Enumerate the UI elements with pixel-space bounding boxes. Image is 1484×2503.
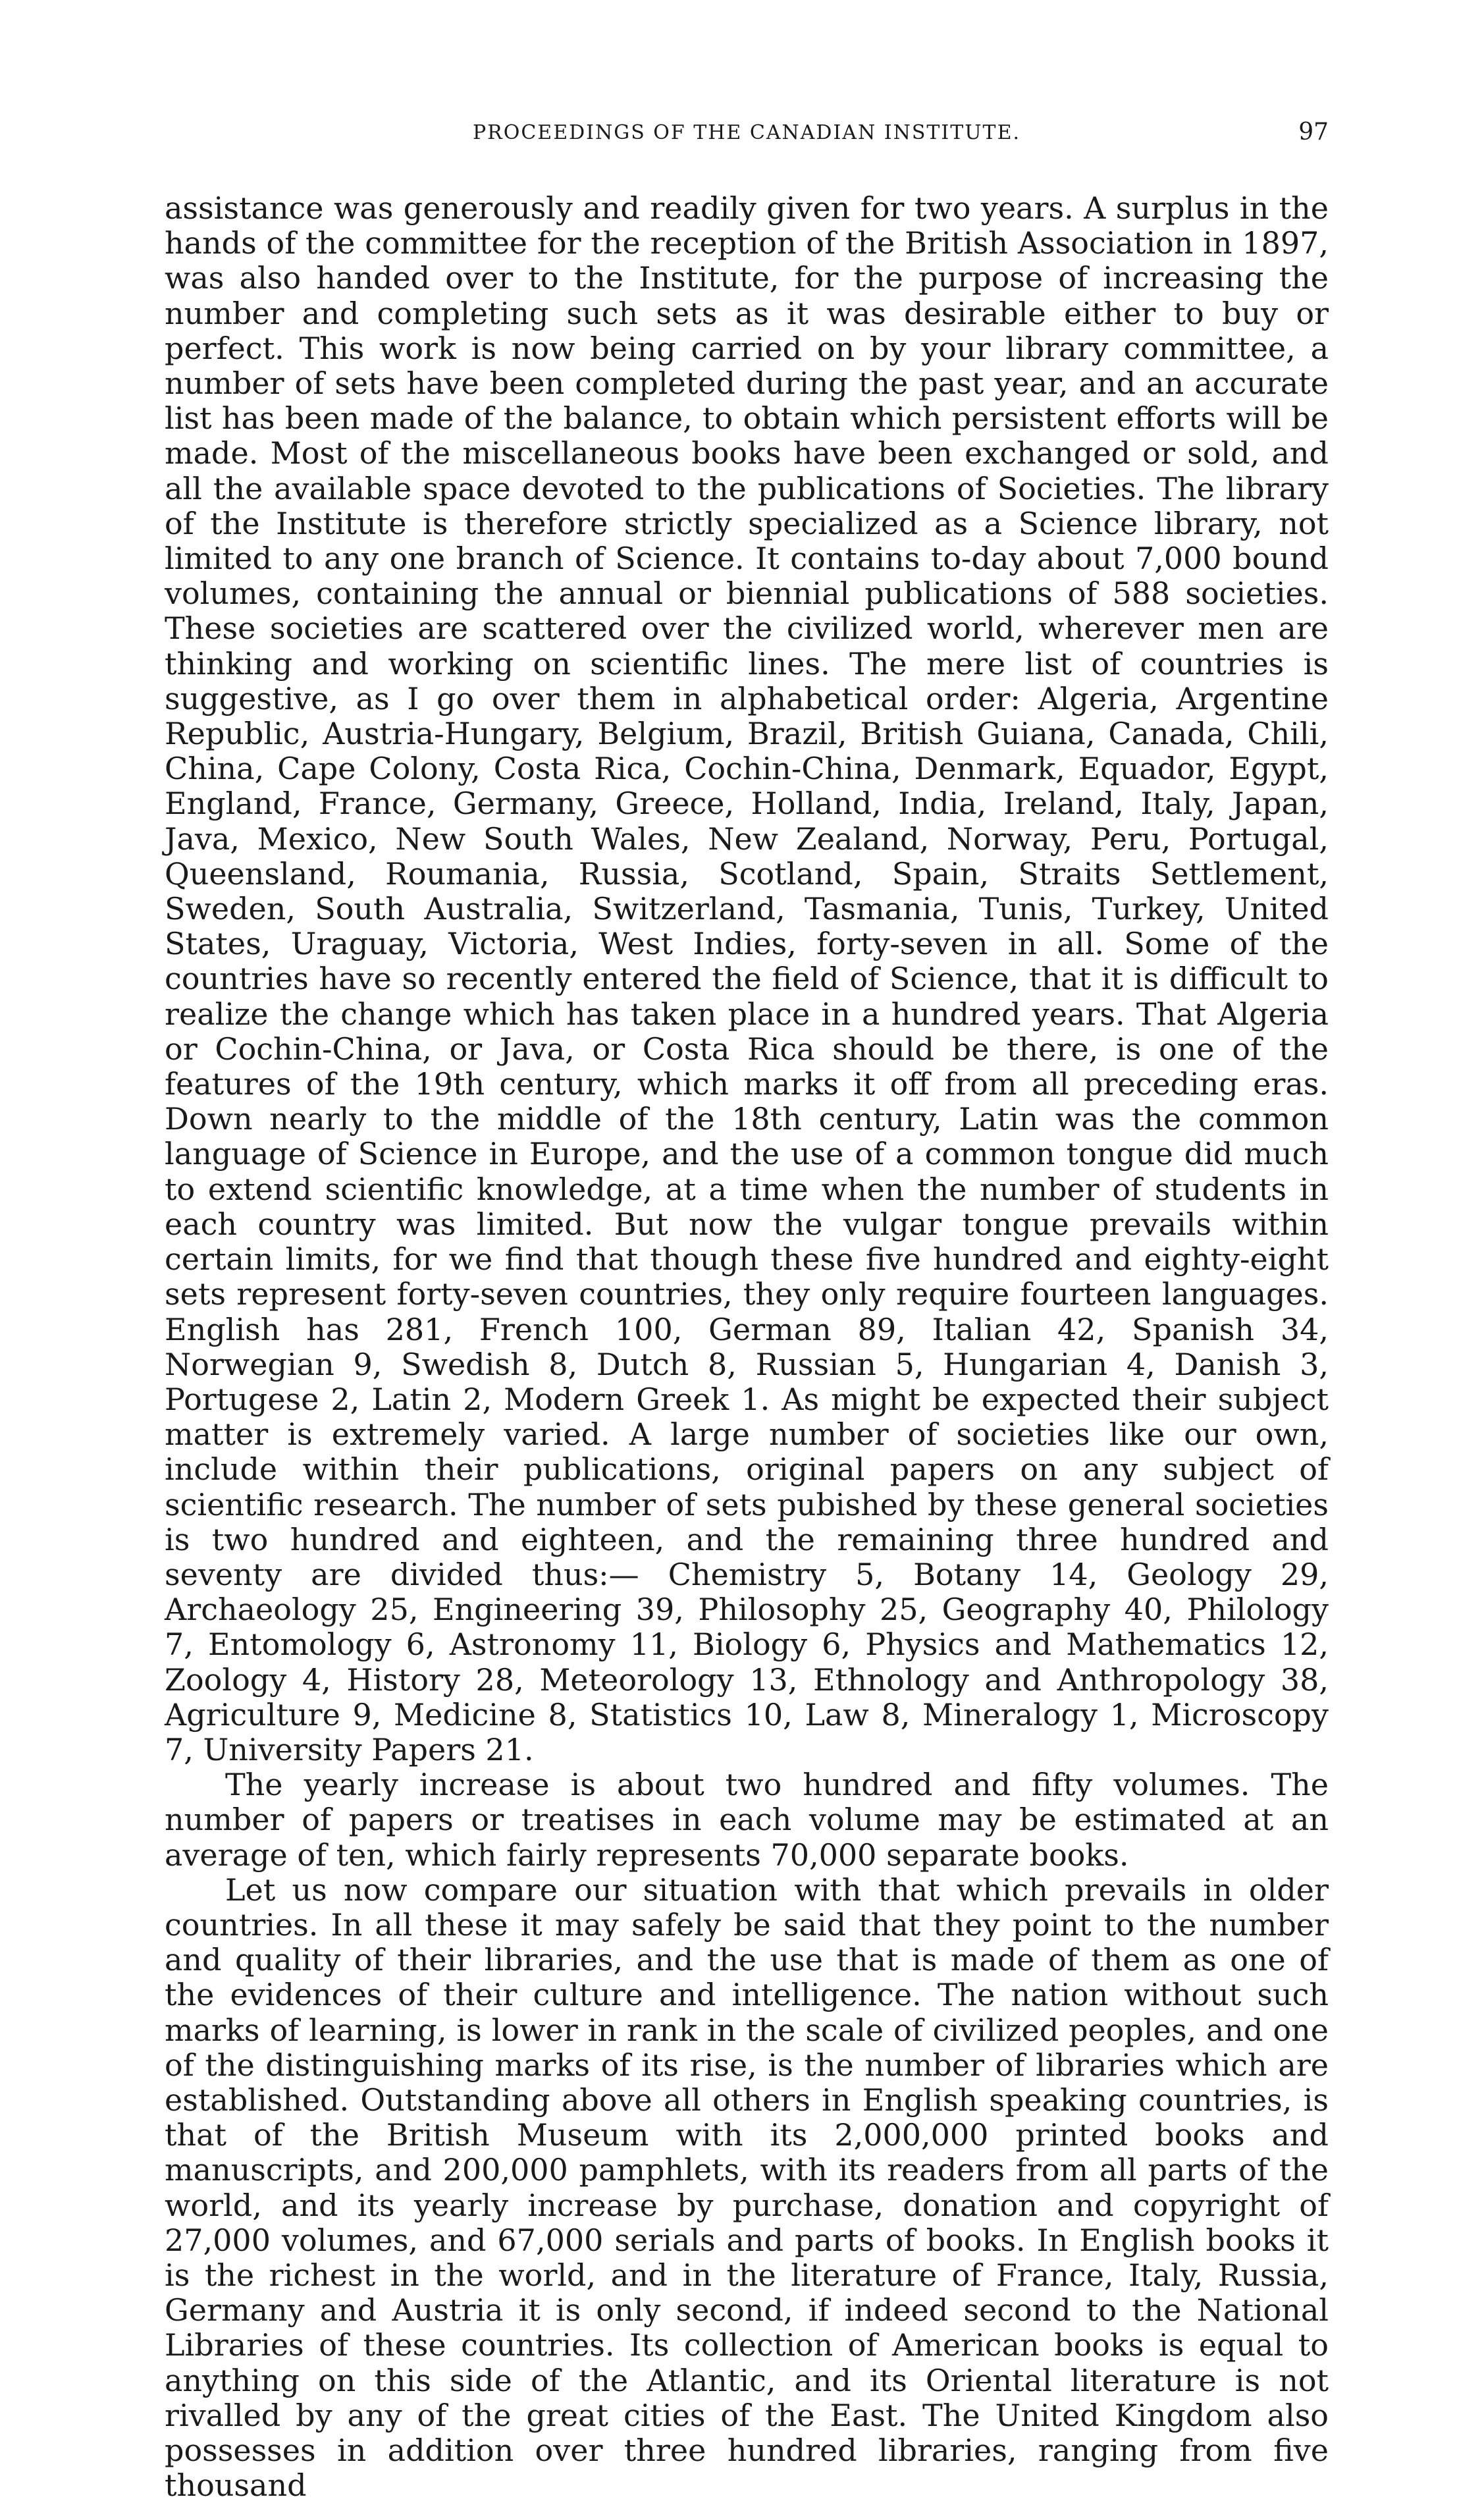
document-page — [165, 119, 1329, 2503]
body-text — [165, 191, 1329, 2503]
running-head — [165, 119, 1329, 158]
running-title: PROCEEDINGS OF THE CANADIAN INSTITUTE. — [472, 121, 1021, 144]
paragraph: assistance was generously and readily given for two years. A surplus in the hands of the committee for the reception of the British Association in 1897, was also handed over to the Institute, for the purpose of increasing the number and completing such sets as it was desirable either to buy or perfect. This work is now being carried on by your library committee, a number of sets have been completed during the past year, and an accurate list has been made of the balance, to obtain which persistent efforts will be made. Most of the miscellaneous books have been exchanged or sold, and all the available space devoted to the publications of Societies. The library of the Institute is therefore strictly specialized as a Science library, not limited to any one branch of Science. It contains to-day about 7,000 bound volumes, containing the annual or biennial publications of 588 societies. These societies are scattered over the civilized world, wherever men are thinking and working on scientific lines. The mere list of countries is suggestive, as I go over them in alphabetical order: Algeria, Argentine Republic, Austria-Hungary, Belgium, Brazil, British Guiana, Canada, Chili, China, Cape Colony, Costa Rica, Cochin-China, Denmark, Equador, Egypt, England, France, Germany, Greece, Holland, India, Ireland, Italy, Japan, Java, Mexico, New South Wales, New Zealand, Norway, Peru, Portugal, Queensland, Roumania, Russia, Scotland, Spain, Straits Settlement, Sweden, South Australia, Switzerland, Tasmania, Tunis, Turkey, United States, Uraguay, Victoria, West Indies, forty-seven in all. Some of the countries have so recently entered the field of Science, that it is difficult to realize the change which has taken place in a hundred years. That Algeria or Cochin-China, or Java, or Costa Rica should be there, is one of the features of the 19th century, which marks it off from all preceding eras. Down nearly to the middle of the 18th century, Latin was the common language of Science in Europe, and the use of a common tongue did much to extend scientific knowledge, at a time when the number of students in each country was limited. But now the vulgar tongue prevails within certain limits, for we find that though these five hundred and eighty-eight sets represent forty-seven countries, they only require fourteen languages. English has 281, French 100, German 89, Italian 42, Spanish 34, Norwegian 9, Swedish 8, Dutch 8, Russian 5, Hungarian 4, Danish 3, Portugese 2, Latin 2, Modern Greek 1. As might be expected their subject matter is extremely varied. A large number of societies like our own, include within their publications, original papers on any subject of scientific research. The number of sets pubished by these general societies is two hundred and eighteen, and the remaining three hundred and seventy are divided thus:— Chemistry 5, Botany 14, Geology 29, Archaeology 25, Engineering 39, Philosophy 25, Geography 40, Philology 7, Entomology 6, Astronomy 11, Biology 6, Physics and Mathematics 12, Zoology 4, History 28, Meteorology 13, Ethnology and Anthropology 38, Agriculture 9, Medicine 8, Statistics 10, Law 8, Mineralogy 1, Microscopy 7, University Papers 21. — [165, 190, 1329, 1767]
paragraph: Let us now compare our situation with that which prevails in older countries. In all these it may safely be said that they point to the number and quality of their libraries, and the use that is made of them as one of the evidences of their culture and intelligence. The nation without such marks of learning, is lower in rank in the scale of civilized peoples, and one of the distinguishing marks of its rise, is the number of libraries which are established. Outstanding above all others in English speaking countries, is that of the British Museum with its 2,000,000 printed books and manuscripts, and 200,000 pamphlets, with its readers from all parts of the world, and its yearly increase by purchase, donation and copyright of 27,000 volumes, and 67,000 serials and parts of books. In English books it is the richest in the world, and in the literature of France, Italy, Russia, Germany and Austria it is only second, if indeed second to the National Libraries of these countries. Its collection of American books is equal to anything on this side of the Atlantic, and its Oriental literature is not rivalled by any of the great cities of the East. The United Kingdom also possesses in addition over three hundred libraries, ranging from five thousand — [165, 1871, 1329, 2503]
page-number: 97 — [1298, 119, 1329, 146]
paragraph: The yearly increase is about two hundred and fifty volumes. The number of papers or treatises in each volume may be estimated at an average of ten, which fairly represents 70,000 separate books. — [165, 1767, 1329, 1873]
